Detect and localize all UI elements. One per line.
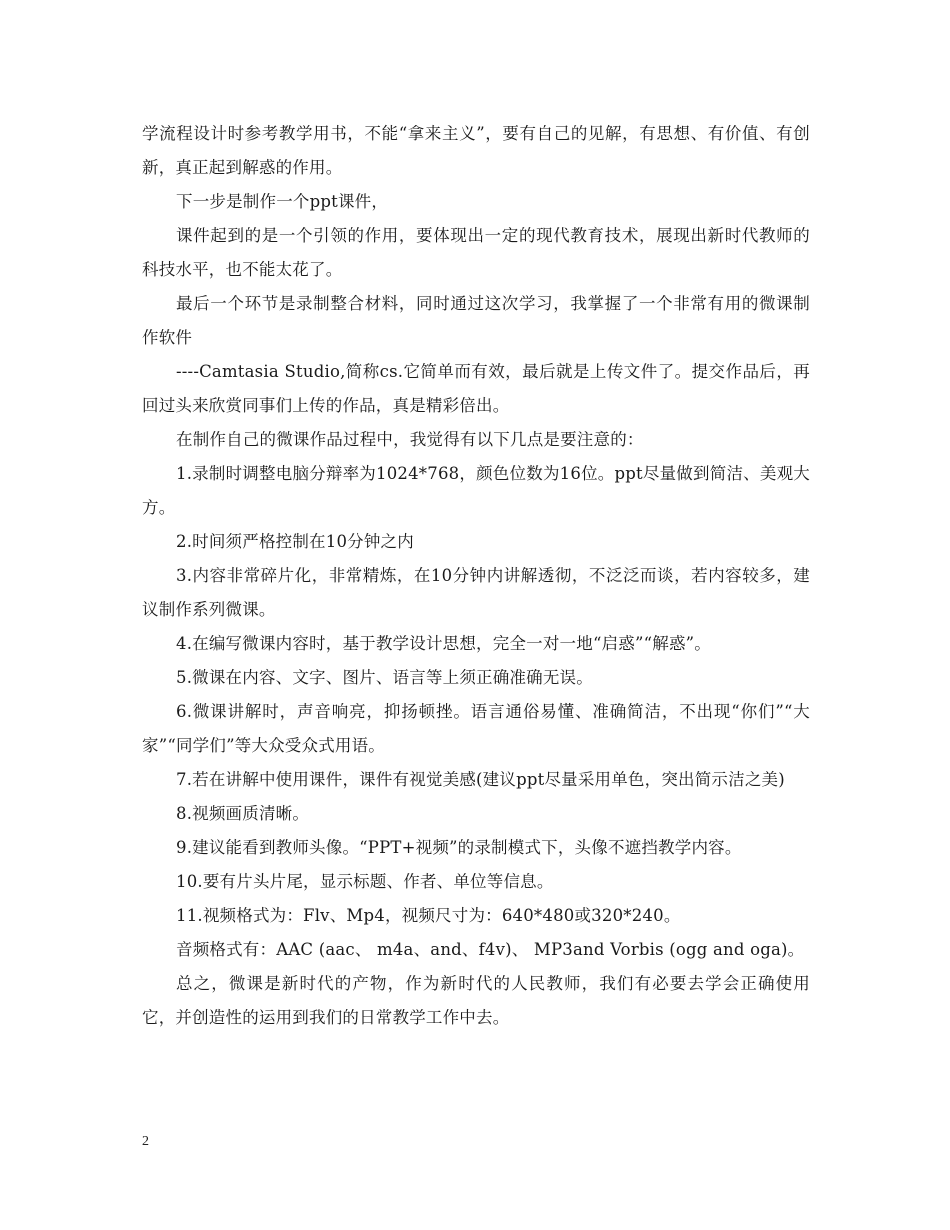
paragraph: 总之，微课是新时代的产物，作为新时代的人民教师，我们有必要去学会正确使用它，并创造性的运用到我们的日常教学工作中去。 (142, 974, 810, 1027)
paragraph: 最后一个环节是录制整合材料，同时通过这次学习，我掌握了一个非常有用的微课制作软件 (142, 294, 810, 347)
list-item: 8.视频画质清晰。 (176, 804, 310, 823)
list-item: 10.要有片头片尾，显示标题、作者、单位等信息。 (176, 872, 554, 891)
list-item: 9.建议能看到教师头像。“PPT+视频”的录制模式下，头像不遮挡教学内容。 (176, 838, 742, 857)
list-item: 4.在编写微课内容时，基于教学设计思想，完全一对一地“启惑”“解惑”。 (176, 634, 711, 653)
list-item: 6.微课讲解时，声音响亮，抑扬顿挫。语言通俗易懂、准确简洁，不出现“你们”“大家”“同学们”等大众受众式用语。 (142, 702, 810, 755)
list-item: 7.若在讲解中使用课件，课件有视觉美感(建议ppt尽量采用单色，突出简示洁之美) (176, 770, 785, 789)
list-item: 3.内容非常碎片化，非常精炼，在10分钟内讲解透彻，不泛泛而谈，若内容较多，建议制作系列微课。 (142, 566, 810, 619)
list-item: 11.视频格式为：Flv、Mp4，视频尺寸为：640*480或320*240。 (176, 906, 681, 925)
list-item: 1.录制时调整电脑分辩率为1024*768，颜色位数为16位。ppt尽量做到简洁、美观大方。 (142, 464, 810, 517)
paragraph: 在制作自己的微课作品过程中，我觉得有以下几点是要注意的： (176, 430, 644, 449)
paragraph: ----Camtasia Studio,简称cs.它简单而有效，最后就是上传文件了。提交作品后，再回过头来欣赏同事们上传的作品，真是精彩倍出。 (142, 362, 810, 415)
paragraph: 课件起到的是一个引领的作用，要体现出一定的现代教育技术，展现出新时代教师的科技水平，也不能太花了。 (142, 226, 810, 279)
list-item: 2.时间须严格控制在10分钟之内 (176, 532, 414, 551)
page-number: 2 (142, 1134, 149, 1149)
paragraph: 音频格式有：AAC (aac、 m4a、and、f4v)、 MP3and Vorbis (ogg and oga)。 (176, 940, 805, 959)
paragraph: 下一步是制作一个ppt课件， (176, 192, 389, 211)
body-text (142, 117, 810, 1035)
paragraph: 学流程设计时参考教学用书，不能“拿来主义”，要有自己的见解，有思想、有价值、有创新，真正起到解惑的作用。 (142, 124, 810, 177)
list-item: 5.微课在内容、文字、图片、语言等上须正确准确无误。 (176, 668, 593, 687)
